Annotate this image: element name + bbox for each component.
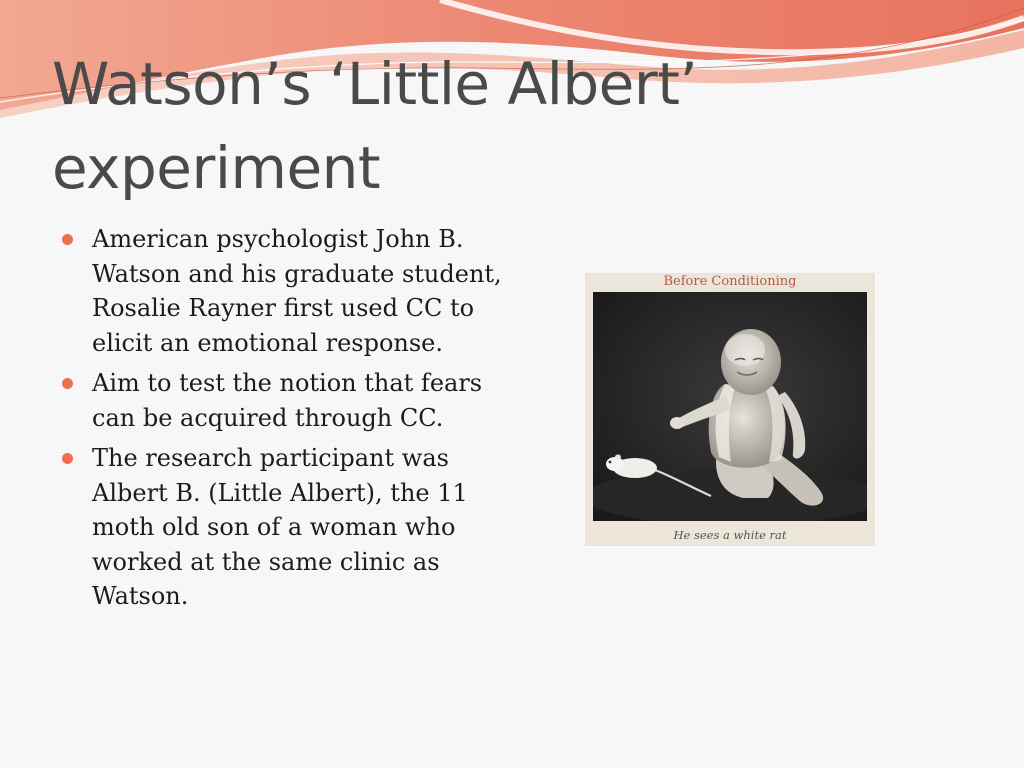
slide-title bbox=[52, 42, 752, 210]
bullet-item bbox=[62, 222, 502, 360]
bullet-dot-icon bbox=[62, 234, 73, 245]
bullet-text: American psychologist John B. Watson and his graduate student, Rosalie Rayner first used CC to elicit an emotional response. bbox=[92, 225, 502, 357]
historical-photo bbox=[585, 273, 875, 546]
bullet-text: The research participant was Albert B. (Little Albert), the 11 moth old son of a woman who worked at the same clinic as Watson. bbox=[92, 444, 468, 610]
photo-caption-top: Before Conditioning bbox=[663, 274, 797, 289]
bullet-dot-icon bbox=[62, 378, 73, 389]
bullet-text: Aim to test the notion that fears can be acquired through CC. bbox=[92, 369, 483, 432]
bullet-list bbox=[62, 222, 502, 620]
bullet-item bbox=[62, 366, 502, 435]
baby-with-white-rat-illustration bbox=[593, 292, 867, 521]
bullet-item bbox=[62, 441, 502, 614]
photo-caption-bottom: He sees a white rat bbox=[673, 528, 787, 542]
title-line-1: Watson’s ‘Little Albert’ bbox=[52, 50, 698, 118]
title-line-2: experiment bbox=[52, 134, 381, 202]
bullet-dot-icon bbox=[62, 453, 73, 464]
